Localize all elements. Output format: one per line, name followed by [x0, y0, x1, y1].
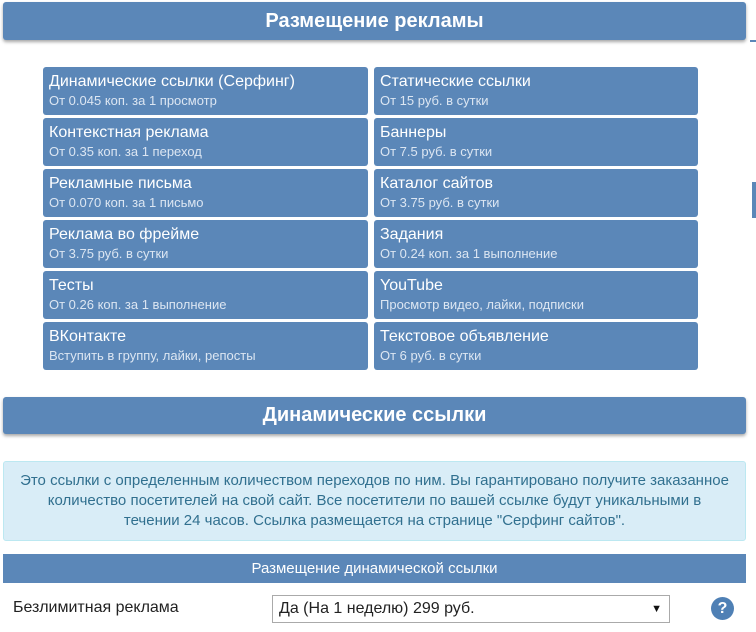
ad-types-grid	[43, 67, 698, 370]
scroll-indicator	[752, 182, 756, 218]
ad-type-youtube[interactable]	[374, 271, 698, 319]
tile-price: От 0.24 коп. за 1 выполнение	[380, 246, 558, 261]
tile-title: Баннеры	[380, 124, 447, 141]
ad-type-banners[interactable]	[374, 118, 698, 166]
select-value: Да (На 1 неделю) 299 руб.	[279, 600, 475, 617]
ad-type-text-ads[interactable]	[374, 322, 698, 370]
unlimited-ads-select[interactable]	[272, 595, 670, 623]
tile-title: Статические ссылки	[380, 73, 531, 90]
tile-price: От 0.070 коп. за 1 письмо	[49, 195, 204, 210]
tile-title: Тесты	[49, 277, 94, 294]
form-row-unlimited	[0, 592, 756, 626]
tile-title: Динамические ссылки (Серфинг)	[49, 73, 295, 90]
tile-price: Вступить в группу, лайки, репосты	[49, 348, 256, 363]
tile-price: От 7.5 руб. в сутки	[380, 144, 493, 159]
tile-title: Задания	[380, 226, 444, 243]
tile-price: От 15 руб. в сутки	[380, 93, 489, 108]
tile-title: Контекстная реклама	[49, 124, 209, 141]
tile-price: Просмотр видео, лайки, подписки	[380, 297, 584, 312]
tile-price: От 0.045 коп. за 1 просмотр	[49, 93, 217, 108]
unlimited-ads-label: Безлимитная реклама	[13, 599, 179, 616]
tile-title: Рекламные письма	[49, 175, 192, 192]
ad-type-surfing-links[interactable]	[43, 67, 368, 115]
section-title: Динамические ссылки	[3, 397, 746, 434]
tile-title: YouTube	[380, 277, 443, 294]
tile-price: От 0.26 коп. за 1 выполнение	[49, 297, 227, 312]
page-title: Размещение рекламы	[3, 2, 746, 40]
ad-type-mail-ads[interactable]	[43, 169, 368, 217]
tile-title: Каталог сайтов	[380, 175, 493, 192]
tile-price: От 6 руб. в сутки	[380, 348, 482, 363]
ad-type-tests[interactable]	[43, 271, 368, 319]
info-message: Это ссылки с определенным количеством переходов по ним. Вы гарантировано получите заказанное количество посетителей на свой сайт. Все посетители по вашей ссылке будут уникальными в течении 24 часов. Ссылка размещается на странице "Серфинг сайтов".	[3, 461, 746, 541]
tile-title: Реклама во фрейме	[49, 226, 200, 243]
ad-type-vkontakte[interactable]	[43, 322, 368, 370]
tile-title: ВКонтакте	[49, 328, 126, 345]
scroll-indicator	[750, 40, 756, 42]
tile-title: Текстовое объявление	[380, 328, 549, 345]
chevron-down-icon: ▼	[651, 603, 662, 615]
form-title: Размещение динамической ссылки	[3, 554, 746, 583]
help-icon[interactable]: ?	[711, 597, 734, 620]
ad-type-context-ads[interactable]	[43, 118, 368, 166]
tile-price: От 0.35 коп. за 1 переход	[49, 144, 202, 159]
tile-price: От 3.75 руб. в сутки	[380, 195, 500, 210]
ad-type-site-catalog[interactable]	[374, 169, 698, 217]
tile-price: От 3.75 руб. в сутки	[49, 246, 169, 261]
ad-type-static-links[interactable]	[374, 67, 698, 115]
ad-type-frame-ads[interactable]	[43, 220, 368, 268]
ad-type-tasks[interactable]	[374, 220, 698, 268]
